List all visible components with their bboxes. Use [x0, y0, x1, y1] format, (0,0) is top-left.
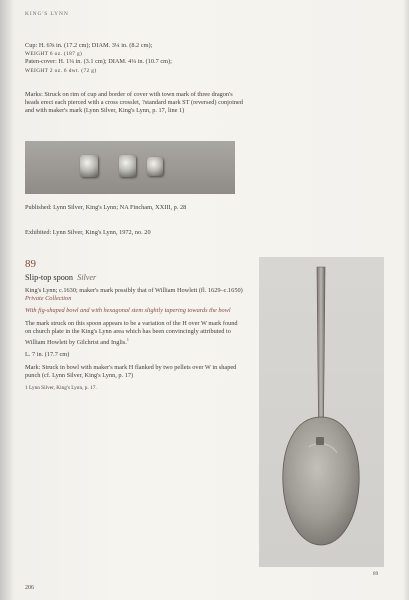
object-description: With fig-shaped bowl and with hexagonal stem slightly tapering towards the bowl	[25, 307, 231, 315]
spoon-photograph	[259, 257, 384, 567]
makers-mark-image	[147, 157, 163, 176]
hallmarks-photo	[25, 141, 235, 194]
spoon-illustration	[259, 257, 384, 567]
exhibited-note: Exhibited: Lynn Silver, King's Lynn, 1972, no. 20	[25, 229, 151, 236]
catalogue-entry	[25, 258, 243, 392]
entry-title: Slip-top spoon	[25, 273, 73, 282]
length-measurement: L. 7 in. (17.7 cm)	[25, 351, 70, 359]
entry-material: Silver	[77, 273, 97, 282]
entry-heading	[25, 273, 243, 282]
gutter-shadow	[0, 0, 14, 600]
collection-line: Private Collection	[25, 295, 72, 303]
cup-weight: WEIGHT 6 oz. (187 g)	[25, 51, 83, 58]
maker-attribution: King's Lynn; c.1630; maker's mark possibly that of William Howlett (fl. 1629–c.1650)	[25, 287, 243, 294]
running-head: KING'S LYNN	[25, 11, 69, 17]
paten-weight: WEIGHT 2 oz. 6 dwt. (72 g)	[25, 67, 97, 74]
paten-measurement: Paten-cover: H. 1¼ in. (3.1 cm); DIAM. 4¼ in. (10.7 cm);	[25, 58, 172, 66]
standard-mark-image	[119, 155, 136, 177]
marks-paragraph: Marks: Struck on rim of cup and border of cover with town mark of three dragon's heads erect each pierced with a cross crosslet, ?standard mark ST (reversed) conjoined and with maker's mark (Lynn Silver, King's Lynn, p. 17, line 1)	[25, 91, 243, 115]
publication-notes	[25, 204, 243, 212]
footnote: 1 Lynn Silver, King's Lynn, p. 17.	[25, 384, 97, 391]
town-mark-image	[80, 155, 98, 177]
bowl-mark	[316, 437, 324, 445]
marks-paragraph-block	[25, 91, 243, 116]
figure-number: 89	[373, 571, 379, 577]
entry-body-text: The mark struck on this spoon appears to be a variation of the H over W mark found on church plate in the King's Lynn area which has been convincingly attributed to William Howlett by Gilchrist and Inglis.	[25, 319, 238, 347]
page-number: 206	[25, 585, 34, 591]
cup-measurement: Cup: H. 6⅝ in. (17.2 cm); DIAM. 3¼ in. (8.2 cm);	[25, 42, 153, 49]
published-note: Published: Lynn Silver, King's Lynn; NA Fincham, XXIII, p. 28	[25, 204, 187, 211]
footnote-reference: 1	[126, 337, 129, 343]
measurements-block	[25, 42, 243, 75]
entry-body	[25, 320, 243, 348]
exhibition-notes	[25, 229, 243, 237]
page-edge	[403, 0, 409, 600]
spoon-mark-description: Mark: Struck in bowl with maker's mark H flanked by two pellets over W in shaped punch (cf. Lynn Silver, King's Lynn, p. 17)	[25, 363, 237, 379]
catalogue-number: 89	[25, 258, 36, 270]
